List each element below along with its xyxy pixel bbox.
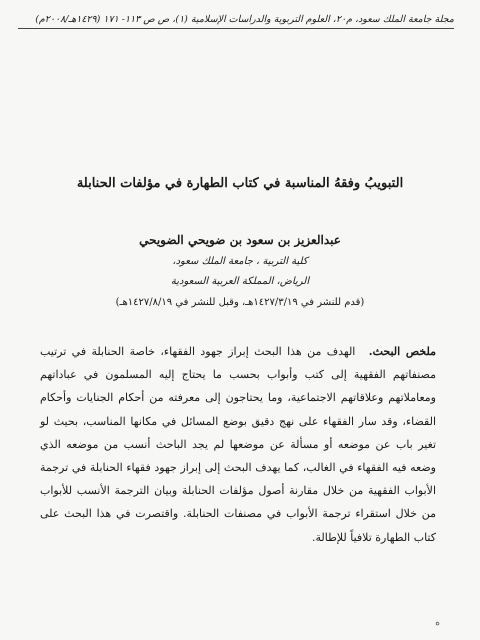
- running-header: مجلة جامعة الملك سعود، م٢٠، العلوم التربوية والدراسات الإسلامية (١)، ص ص ١١٣- ١٧١ (١٤٢٩هـ/٢٠٠٨م): [18, 14, 454, 29]
- author-name: عبدالعزيز بن سعود بن ضويحي الضويحي: [139, 233, 341, 247]
- abstract: [40, 340, 436, 549]
- affiliation-line-1: كلية التربية ، جامعة الملك سعود،: [172, 256, 308, 267]
- page-marker: ه: [435, 618, 440, 628]
- author-block: [40, 233, 440, 313]
- submission-dates: (قدم للنشر في ١٤٢٧/٣/١٩هـ، وقبل للنشر في ١٤٢٧/٨/١٩هـ): [115, 297, 365, 308]
- abstract-body: الهدف من هذا البحث إبراز جهود الفقهاء، خاصة الحنابلة في ترتيب مصنفاتهم الفقهية إلى كتب وأبواب بحسب ما يحتاج إليه المسلمون في عباداتهم ومعاملاتهم وعلاقاتهم الاجتماعية، وما يحتاجون إلى معرفته من أحكام الجنايات وأحكام القضاء، وقد سار الفقهاء على نهج دقيق بوضع المسائل في مكانها المناسب، بحيث لو تغير باب عن موضعه أو مسألة عن موضعها لم يجد الباحث أنسب من موضعه الذي وضعه فيه الفقهاء في الغالب، كما يهدف البحث إلى إبراز جهود فقهاء الحنابلة في ترجمة الأبواب الفقهية من خلال مقارنة أصول مؤلفات الحنابلة وبيان الترجمة الأنسب للأبواب من خلال استقراء ترجمة الأبواب في مصنفات الحنابلة. واقتصرت في هذا البحث على كتاب الطهارة تلافياً للإطالة.: [40, 345, 436, 544]
- article-title: التبويبُ وفقهُ المناسبة في كتاب الطهارة في مؤلفات الحنابلة: [76, 176, 404, 191]
- affiliation-line-2: الرياض، المملكة العربية السعودية: [170, 276, 310, 287]
- abstract-label: ملخص البحث.: [368, 345, 436, 358]
